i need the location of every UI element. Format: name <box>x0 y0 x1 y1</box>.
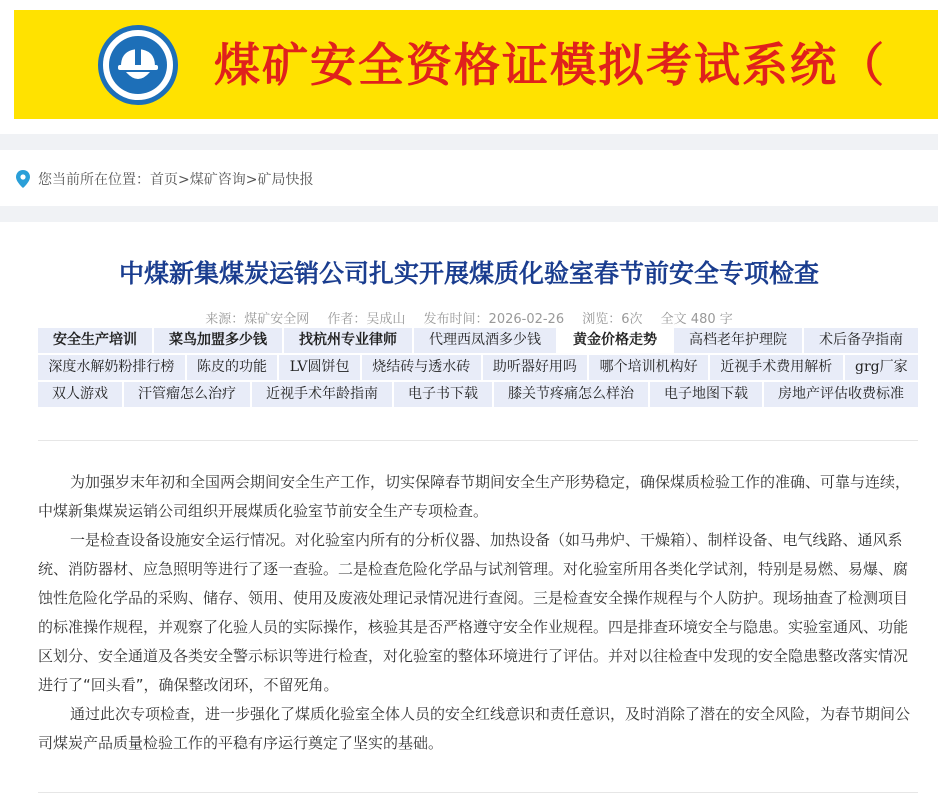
article-meta <box>0 308 938 327</box>
tag-link[interactable]: 膝关节疼痛怎么样治 <box>494 382 648 407</box>
tag-link[interactable]: 黄金价格走势 <box>558 328 672 353</box>
breadcrumb <box>0 150 938 206</box>
site-banner[interactable] <box>14 10 938 119</box>
tag-link[interactable]: 菜鸟加盟多少钱 <box>154 328 282 353</box>
meta-author: 作者：吴成山 <box>327 312 406 327</box>
breadcrumb-text <box>38 169 313 189</box>
breadcrumb-home[interactable]: 首页 <box>150 172 178 188</box>
article-paragraph: 一是检查设备设施安全运行情况。对化验室内所有的分析仪器、加热设备（如马弗炉、干燥箱）、制样设备、电气线路、通风系统、消防器材、应急照明等进行了逐一查验。二是检查危险化学品与试剂管理。对化验室所用各类化学试剂，特别是易燃、易爆、腐蚀性危险化学品的采购、储存、领用、使用及废液处理记录情况进行查阅。三是检查安全操作规程与个人防护。现场抽查了检测项目的标准操作规程，并观察了化验人员的实际操作，核验其是否严格遵守安全作业规程。四是排查环境安全与隐患。实验室通风、功能区划分、安全通道及各类安全警示标识等进行检查，对化验室的整体环境进行了评估。并对以往检查中发现的安全隐患整改落实情况进行了“回头看”，确保整改闭环，不留死角。 <box>38 531 909 694</box>
tag-link[interactable]: 电子地图下载 <box>650 382 762 407</box>
breadcrumb-news[interactable]: 煤矿咨询 <box>189 172 246 188</box>
tag-link[interactable]: 双人游戏 <box>38 382 122 407</box>
tag-link[interactable]: 术后备孕指南 <box>804 328 918 353</box>
divider <box>38 792 918 793</box>
hardhat-icon <box>98 25 178 105</box>
banner-area <box>0 0 938 134</box>
tag-link[interactable]: 高档老年护理院 <box>674 328 802 353</box>
tag-link[interactable]: 找杭州专业律师 <box>284 328 412 353</box>
meta-word-count: 全文 480 字 <box>660 312 733 327</box>
tag-link[interactable]: 深度水解奶粉排行榜 <box>38 355 185 380</box>
tag-link[interactable]: 近视手术费用解析 <box>710 355 843 380</box>
article-title: 中煤新集煤炭运销公司扎实开展煤质化验室春节前安全专项检查 <box>118 259 819 288</box>
tag-link[interactable]: 烧结砖与透水砖 <box>362 355 481 380</box>
meta-source: 来源：煤矿安全网 <box>205 312 310 327</box>
tag-link[interactable]: 陈皮的功能 <box>187 355 278 380</box>
tag-link[interactable]: 房地产评估收费标准 <box>764 382 918 407</box>
tag-link[interactable]: 安全生产培训 <box>38 328 152 353</box>
tag-link[interactable]: 电子书下载 <box>394 382 492 407</box>
breadcrumb-prefix: 您当前所在位置： <box>38 172 150 188</box>
tag-link[interactable]: LV圆饼包 <box>279 355 359 380</box>
tag-link[interactable]: 哪个培训机构好 <box>589 355 708 380</box>
tag-link[interactable]: 助听器好用吗 <box>483 355 588 380</box>
tag-link[interactable]: 代理西凤酒多少钱 <box>414 328 556 353</box>
article-paragraph: 通过此次专项检查，进一步强化了煤质化验室全体人员的安全红线意识和责任意识，及时消除了潜在的安全风险，为春节期间公司煤炭产品质量检验工作的平稳有序运行奠定了坚实的基础。 <box>38 705 911 752</box>
breadcrumb-sep: > <box>178 172 190 188</box>
tag-links <box>38 328 918 407</box>
tag-link[interactable]: 近视手术年龄指南 <box>252 382 392 407</box>
article-body <box>38 468 918 758</box>
breadcrumb-current[interactable]: 矿局快报 <box>257 172 314 188</box>
tag-link[interactable]: grg厂家 <box>845 355 918 380</box>
meta-views: 浏览：6次 <box>582 312 643 327</box>
divider <box>38 440 918 441</box>
breadcrumb-sep: > <box>245 172 258 188</box>
tag-link[interactable]: 汗管瘤怎么治疗 <box>124 382 250 407</box>
meta-publish-time: 发布时间：2026-02-26 <box>423 312 565 327</box>
article-paragraph: 为加强岁末年初和全国两会期间安全生产工作，切实保障春节期间安全生产形势稳定，确保煤质检验工作的准确、可靠与连续，中煤新集煤炭运销公司组织开展煤质化验室节前安全生产专项检查。 <box>38 473 911 520</box>
article <box>0 222 938 800</box>
banner-title: 煤矿安全资格证模拟考试系统（ <box>214 38 886 92</box>
location-pin-icon <box>16 170 30 188</box>
